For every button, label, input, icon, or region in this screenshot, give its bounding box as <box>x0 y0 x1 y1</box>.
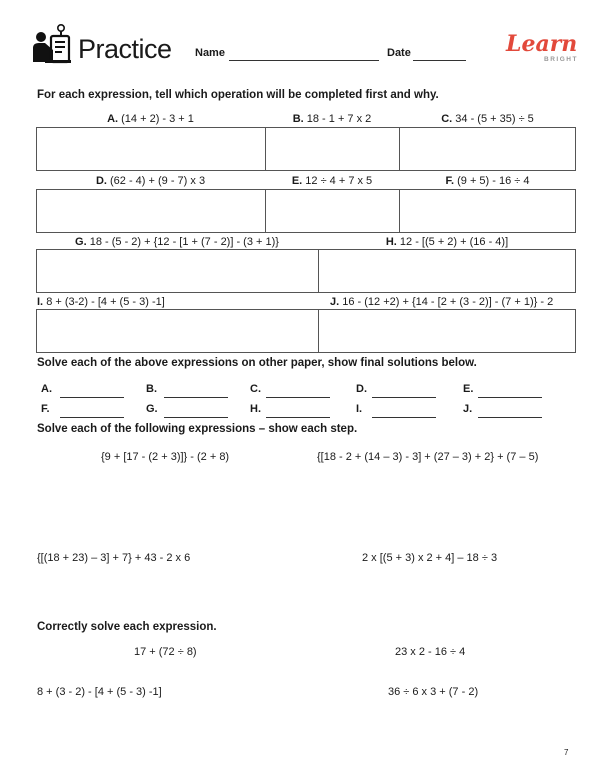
solution-field-f[interactable] <box>60 417 124 418</box>
name-field[interactable] <box>229 60 379 61</box>
item-letter: J. <box>330 296 340 308</box>
solve-expression: 17 + (72 ÷ 8) <box>134 646 197 658</box>
solution-label: I. <box>356 403 363 415</box>
solution-label: G. <box>146 403 158 415</box>
answer-box-g[interactable] <box>36 249 319 293</box>
solution-label: H. <box>250 403 261 415</box>
item-expression: 12 ÷ 4 + 7 x 5 <box>305 175 373 187</box>
name-label: Name <box>195 47 225 59</box>
learn-bright-logo <box>506 31 582 63</box>
item-letter: A. <box>107 113 119 125</box>
solution-field-b[interactable] <box>164 397 228 398</box>
solution-label: J. <box>463 403 473 415</box>
solution-field-i[interactable] <box>372 417 436 418</box>
answer-box-i[interactable] <box>36 309 319 353</box>
item-letter: C. <box>441 113 453 125</box>
item-expression: 18 - (5 - 2) + {12 - [1 + (7 - 2)] - (3 + 1)} <box>89 236 279 248</box>
item-g-header <box>36 236 318 248</box>
section3-instruction: Solve each of the following expressions – show each step. <box>37 423 358 435</box>
item-expression: (14 + 2) - 3 + 1 <box>121 113 194 125</box>
solution-field-a[interactable] <box>60 397 124 398</box>
page-number: 7 <box>564 748 569 757</box>
solution-label: D. <box>356 383 367 395</box>
date-label: Date <box>387 47 411 59</box>
item-j-header <box>330 296 553 308</box>
solution-label: C. <box>250 383 261 395</box>
step-expression: {[(18 + 23) – 3] + 7} + 43 - 2 x 6 <box>37 552 191 564</box>
answer-box-j[interactable] <box>318 309 576 353</box>
item-expression: (9 + 5) - 16 ÷ 4 <box>457 175 530 187</box>
brand-sub-text: BRIGHT <box>544 56 578 63</box>
item-expression: 18 - 1 + 7 x 2 <box>306 113 372 125</box>
item-letter: D. <box>95 175 107 187</box>
step-expression: {9 + [17 - (2 + 3)]} - (2 + 8) <box>101 451 230 463</box>
section2-instruction: Solve each of the above expressions on other paper, show final solutions below. <box>37 357 477 369</box>
item-h-header <box>318 236 576 248</box>
page-title: Practice <box>78 34 172 64</box>
brand-main-text: Learn <box>506 31 578 57</box>
step-expression: {[18 - 2 + (14 – 3) - 3] + (27 – 3) + 2} + (7 – 5) <box>317 451 539 463</box>
answer-box-c[interactable] <box>399 127 576 171</box>
item-expression: 16 - (12 +2) + {14 - [2 + (3 - 2)] - (7 + 1)} - 2 <box>342 296 554 308</box>
item-b-header <box>265 113 399 125</box>
item-e-header <box>265 175 399 187</box>
solution-field-c[interactable] <box>266 397 330 398</box>
solution-field-e[interactable] <box>478 397 542 398</box>
answer-box-e[interactable] <box>265 189 400 233</box>
item-expression: (62 - 4) + (9 - 7) x 3 <box>110 175 206 187</box>
solve-expression: 8 + (3 - 2) - [4 + (5 - 3) -1] <box>37 686 162 698</box>
item-letter: E. <box>291 175 303 187</box>
section4-instruction: Correctly solve each expression. <box>37 621 217 633</box>
solution-field-g[interactable] <box>164 417 228 418</box>
answer-box-h[interactable] <box>318 249 576 293</box>
item-f-header <box>399 175 576 187</box>
solution-field-j[interactable] <box>478 417 542 418</box>
item-i-header <box>37 296 165 308</box>
solution-label: A. <box>41 383 52 395</box>
item-letter: H. <box>385 236 397 248</box>
item-expression: 12 - [(5 + 2) + (16 - 4)] <box>399 236 509 248</box>
item-d-header <box>36 175 265 187</box>
solution-label: B. <box>146 383 157 395</box>
solution-label: F. <box>41 403 50 415</box>
answer-box-b[interactable] <box>265 127 400 171</box>
item-letter: I. <box>37 296 44 308</box>
solve-expression: 36 ÷ 6 x 3 + (7 - 2) <box>388 686 479 698</box>
solution-field-d[interactable] <box>372 397 436 398</box>
item-letter: F. <box>445 175 455 187</box>
solve-expression: 23 x 2 - 16 ÷ 4 <box>395 646 466 658</box>
solution-label: E. <box>463 383 474 395</box>
item-letter: B. <box>292 113 304 125</box>
item-letter: G. <box>75 236 87 248</box>
answer-box-f[interactable] <box>399 189 576 233</box>
step-expression: 2 x [(5 + 3) x 2 + 4] – 18 ÷ 3 <box>362 552 498 564</box>
answer-box-a[interactable] <box>36 127 266 171</box>
item-expression: 8 + (3-2) - [4 + (5 - 3) -1] <box>46 296 165 308</box>
section1-instruction: For each expression, tell which operation will be completed first and why. <box>37 89 439 101</box>
item-expression: 34 - (5 + 35) ÷ 5 <box>455 113 534 125</box>
solution-field-h[interactable] <box>266 417 330 418</box>
answer-box-d[interactable] <box>36 189 266 233</box>
item-a-header <box>36 113 265 125</box>
item-c-header <box>399 113 576 125</box>
date-field[interactable] <box>413 60 466 61</box>
teacher-board-icon <box>31 22 73 68</box>
